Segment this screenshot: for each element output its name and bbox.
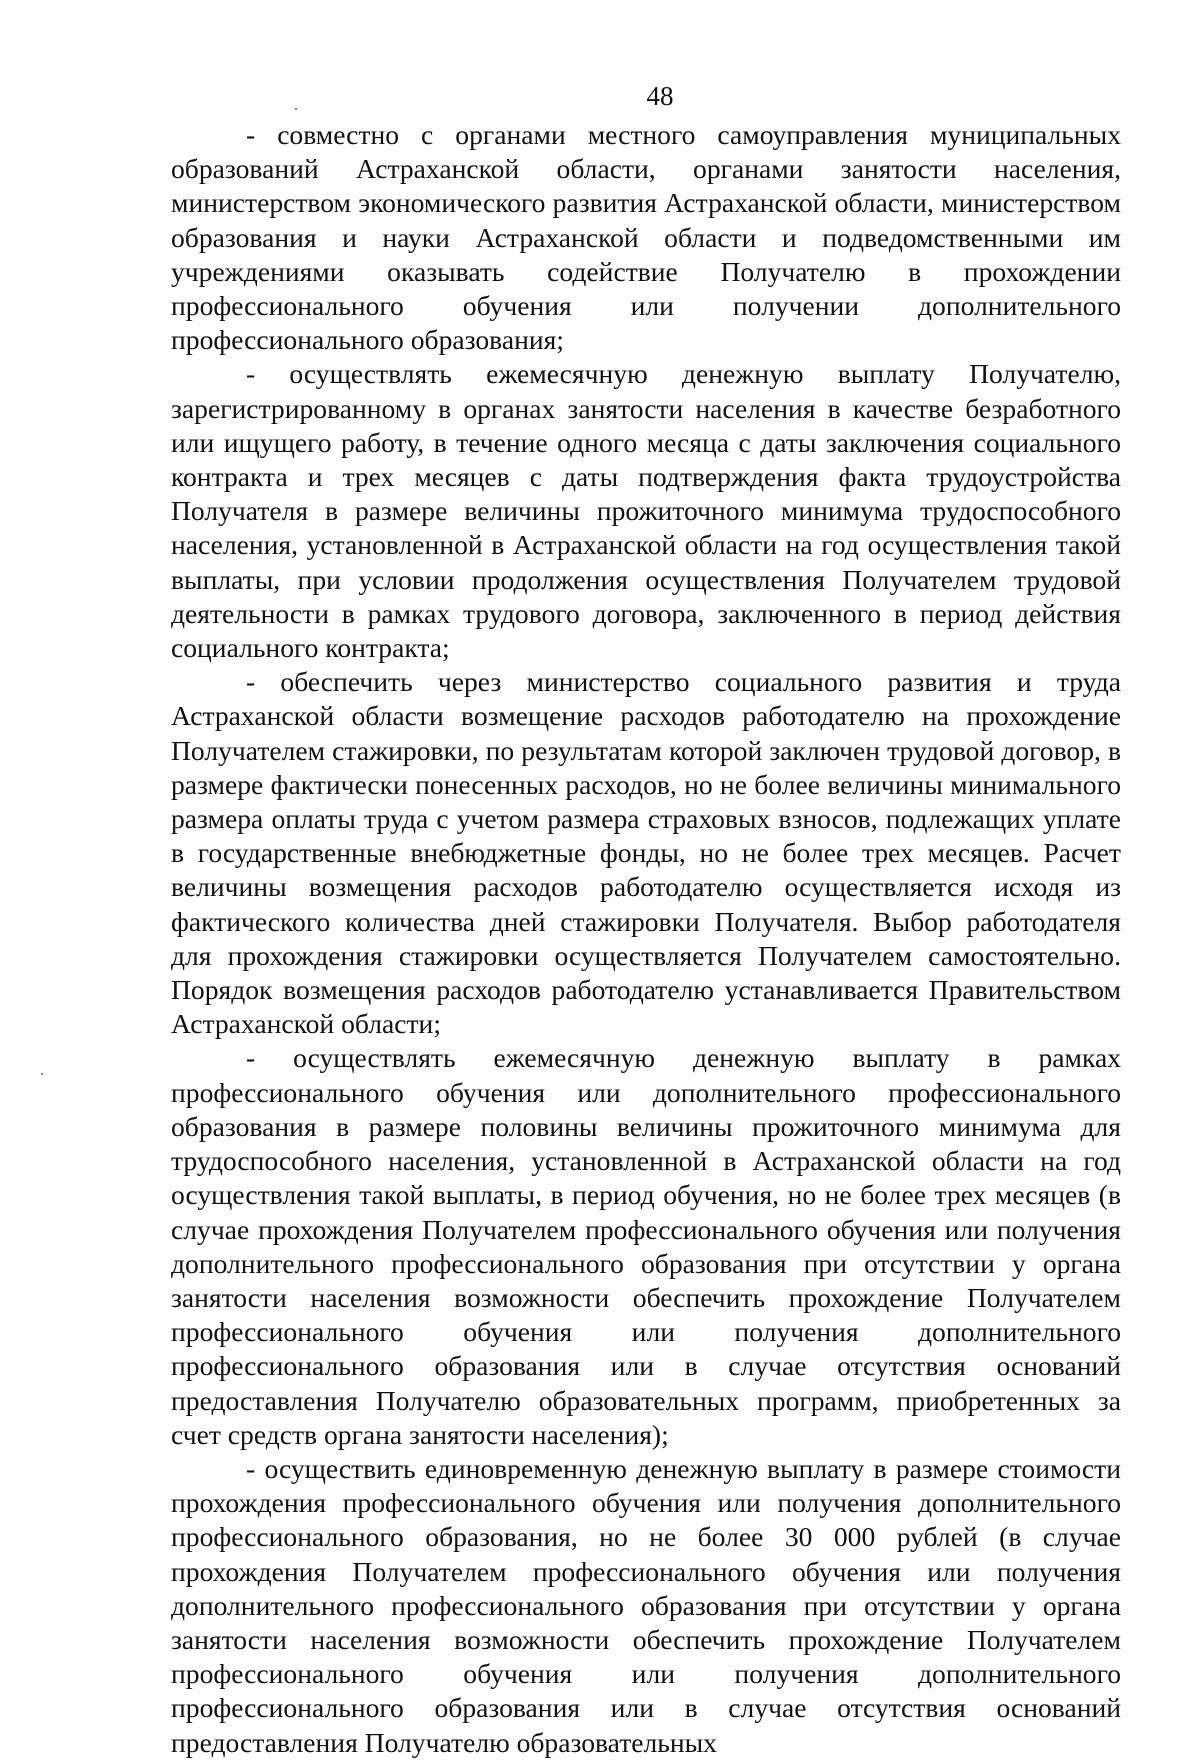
paragraph-5: - осуществить единовременную денежную выплату в размере стоимости прохождения профессионального обучения или получения дополнительного профессионального образования, но не более 30 000 рублей (в случае прохождения Получателем профессионального обучения или получения дополнительного профессионального образования при отсутствии у органа занятости населения возможности обеспечить прохождение Получателем профессионального обучения или получения дополнительного профессионального образования или в случае отсутствия оснований предоставления Получателю образовательных bbox=[171, 1452, 1121, 1758]
paragraph-1: - совместно с органами местного самоуправления муниципальных образований Астраханской области, органами занятости населения, министерством экономического развития Астраханской области, министерством образования и науки Астраханской области и подведомственными им учреждениями оказывать содействие Получателю в прохождении профессионального обучения или получении дополнительного профессионального образования; bbox=[171, 119, 1121, 356]
page-number: 48 bbox=[646, 81, 674, 111]
paragraph-2: - осуществлять ежемесячную денежную выплату Получателю, зарегистрированному в органах занятости населения в качестве безработного или ищущего работу, в течение одного месяца с даты заключения социального контракта и трех месяцев с даты подтверждения факта трудоустройства Получателя в размере величины прожиточного минимума трудоспособного населения, установленной в Астраханской области на год осуществления такой выплаты, при условии продолжения осуществления Получателем трудовой деятельности в рамках трудового договора, заключенного в период действия социального контракта; bbox=[171, 358, 1121, 664]
document-body bbox=[171, 118, 1121, 1760]
scan-speck bbox=[41, 1073, 43, 1075]
paragraph-3: - обеспечить через министерство социального развития и труда Астраханской области возмещение расходов работодателю на прохождение Получателем стажировки, по результатам которой заключен трудовой договор, в размере фактически понесенных расходов, но не более величины минимального размера оплаты труда с учетом размера страховых взносов, подлежащих уплате в государственные внебюджетные фонды, но не более трех месяцев. Расчет величины возмещения расходов работодателю осуществляется исходя из фактического количества дней стажировки Получателя. Выбор работодателя для прохождения стажировки осуществляется Получателем самостоятельно. Порядок возмещения расходов работодателю устанавливается Правительством Астраханской области; bbox=[171, 666, 1121, 1040]
scan-speck bbox=[295, 108, 297, 110]
paragraph-4: - осуществлять ежемесячную денежную выплату в рамках профессионального обучения или дополнительного профессионального образования в размере половины величины прожиточного минимума для трудоспособного населения, установленной в Астраханской области на год осуществления такой выплаты, в период обучения, но не более трех месяцев (в случае прохождения Получателем профессионального обучения или получения дополнительного профессионального образования при отсутствии у органа занятости населения возможности обеспечить прохождение Получателем профессионального обучения или получения дополнительного профессионального образования или в случае отсутствия оснований предоставления Получателю образовательных программ, приобретенных за счет средств органа занятости населения); bbox=[171, 1042, 1121, 1450]
